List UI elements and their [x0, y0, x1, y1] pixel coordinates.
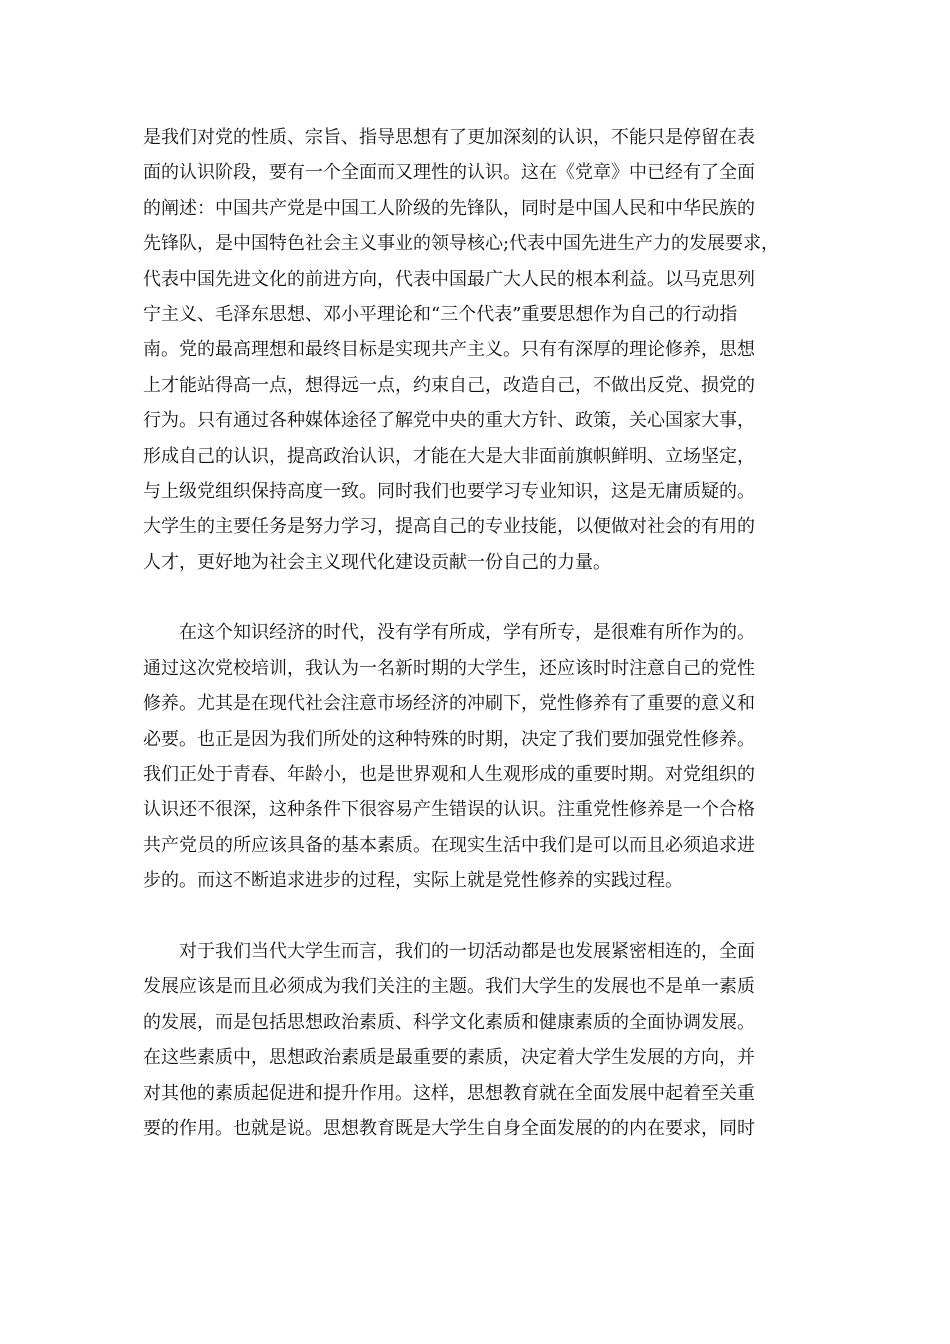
- paragraph-spacer: [143, 580, 811, 615]
- text-line: 南。党的最高理想和最终目标是实现共产主义。只有有深厚的理论修养，思想: [143, 339, 755, 361]
- text-line: 我们正处于青春、年龄小，也是世界观和人生观形成的重要时期。对党组织的: [143, 764, 755, 786]
- paragraph-2: [143, 615, 811, 898]
- text-line: 发展应该是而且必须成为我们关注的主题。我们大学生的发展也不是单一素质: [143, 976, 755, 998]
- document-body: [143, 120, 811, 1146]
- text-line: 的阐述：中国共产党是中国工人阶级的先锋队，同时是中国人民和中华民族的: [143, 197, 755, 219]
- text-line: 要的作用。也就是说。思想教育既是大学生自身全面发展的的内在要求，同时: [143, 1117, 755, 1139]
- text-line: 是我们对党的性质、宗旨、指导思想有了更加深刻的认识，不能只是停留在表: [143, 127, 755, 148]
- text-line: 在这个知识经济的时代，没有学有所成，学有所专，是很难有所作为的。: [143, 622, 755, 644]
- text-line: 认识还不很深，这种条件下很容易产生错误的认识。注重党性修养是一个合格: [143, 799, 755, 821]
- paragraph-spacer: [143, 899, 811, 934]
- text-line: 面的认识阶段，要有一个全面而又理性的认识。这在《党章》中已经有了全面: [143, 162, 755, 184]
- paragraph-1: [143, 120, 811, 580]
- text-line: 行为。只有通过各种媒体途径了解党中央的重大方针、政策，关心国家大事，: [143, 410, 755, 432]
- text-line: 先锋队，是中国特色社会主义事业的领导核心;代表中国先进生产力的发展要求，: [143, 233, 780, 255]
- text-line: 对其他的素质起促进和提升作用。这样，思想教育就在全面发展中起着至关重: [143, 1082, 755, 1104]
- text-line: 共产党员的所应该具备的基本素质。在现实生活中我们是可以而且必须追求进: [143, 834, 755, 856]
- text-line: 宁主义、毛泽东思想、邓小平理论和“三个代表”重要思想作为自己的行动指: [143, 303, 738, 325]
- text-line: 的发展，而是包括思想政治素质、科学文化素质和健康素质的全面协调发展。: [143, 1011, 755, 1033]
- text-line: 形成自己的认识，提高政治认识，才能在大是大非面前旗帜鲜明、立场坚定，: [143, 445, 755, 467]
- text-line: 大学生的主要任务是努力学习，提高自己的专业技能，以便做对社会的有用的: [143, 516, 755, 538]
- paragraph-3: [143, 934, 811, 1146]
- text-line: 在这些素质中，思想政治素质是最重要的素质，决定着大学生发展的方向，并: [143, 1047, 755, 1069]
- text-line: 对于我们当代大学生而言，我们的一切活动都是也发展紧密相连的，全面: [143, 940, 755, 962]
- text-line: 修养。尤其是在现代社会注意市场经济的冲刷下，党性修养有了重要的意义和: [143, 693, 755, 715]
- text-line: 步的。而这不断追求进步的过程，实际上就是党性修养的实践过程。: [143, 870, 683, 892]
- text-line: 与上级党组织保持高度一致。同时我们也要学习专业知识，这是无庸质疑的。: [143, 480, 755, 502]
- text-line: 代表中国先进文化的前进方向，代表中国最广大人民的根本利益。以马克思列: [143, 268, 755, 290]
- text-line: 人才，更好地为社会主义现代化建设贡献一份自己的力量。: [143, 551, 611, 573]
- text-line: 通过这次党校培训，我认为一名新时期的大学生，还应该时时注意自己的党性: [143, 657, 755, 679]
- text-line: 必要。也正是因为我们所处的这种特殊的时期，决定了我们要加强党性修养。: [143, 728, 755, 750]
- text-line: 上才能站得高一点，想得远一点，约束自己，改造自己，不做出反党、损党的: [143, 374, 755, 396]
